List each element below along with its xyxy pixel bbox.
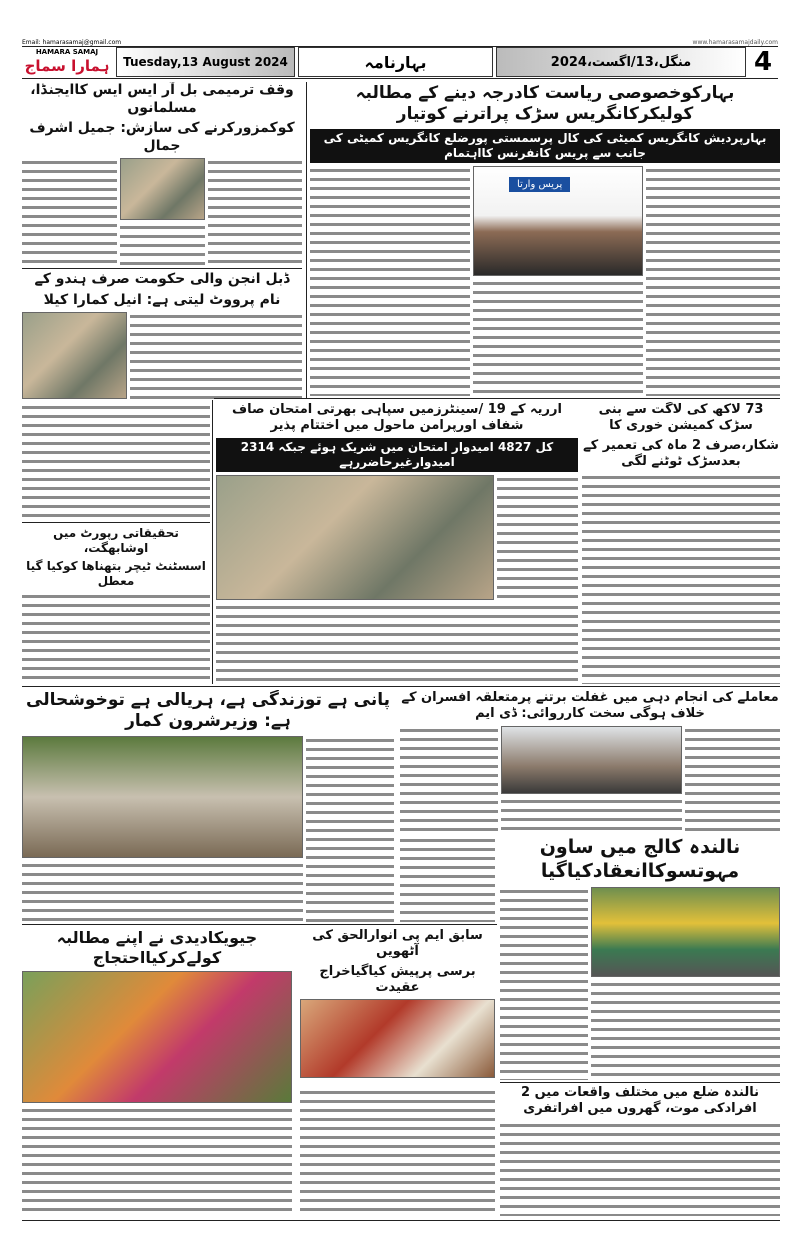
road-body	[582, 473, 780, 684]
paani-photo	[22, 736, 303, 858]
section-title: بہارنامہ	[298, 47, 493, 77]
araria-article	[216, 402, 578, 684]
jeevika-body	[22, 1106, 292, 1216]
website: www.hamarasamajdaily.com	[692, 39, 778, 46]
muamle-body-mid	[501, 797, 682, 833]
muamle-body-cont	[400, 836, 495, 922]
waqf-photo	[120, 158, 205, 220]
lead-body-right	[646, 166, 780, 397]
road-article	[582, 402, 780, 684]
tehqiqati-article	[22, 526, 210, 682]
tehqiqati-headline-2: اسسٹنٹ ٹیچر بتھناھا کوکیا گیا معطل	[26, 559, 206, 588]
waqf-body-right	[208, 158, 303, 266]
lead-headline: بہارکوخصوصی ریاست کادرجہ دینے کے مطالبہ کولیکرکانگریس سڑک پراترنے کوتیار	[355, 83, 735, 125]
nalanda-college-body-left	[500, 887, 588, 1081]
muamle-article	[400, 690, 780, 832]
anwarul-haq-article	[300, 928, 495, 1078]
date-english: Tuesday,13 August 2024	[116, 47, 295, 77]
waqf-headline-1: وقف ترمیمی بل آر ایس ایس کاایجنڈا، مسلمانوں	[30, 82, 294, 116]
nalanda-district-headline: نالندہ ضلع میں مختلف واقعات میں 2 افرادکی موت، گھروں میں افراتفری	[521, 1085, 759, 1117]
paani-headline: پانی ہے توزندگی ہے، ہریالی ہے توخوشحالی ہے: وزیرشرون کمار	[26, 690, 390, 732]
tehqiqati-headline-1: تحقیقاتی رپورٹ میں اوشابھگت،	[53, 526, 179, 555]
muamle-body-left	[400, 726, 498, 833]
lead-subhead: بہارپردیش کانگریس کمیٹی کی کال پرسمستی پورضلع کانگریس کمیٹی کی جانب سے پریس کانفرنس کااہتمام	[310, 129, 780, 163]
double-engine-article	[22, 271, 302, 399]
araria-subhead: کل 4827 امیدوار امتحان میں شریک ہوئے جبکہ 2314 امیدوارغیرحاضررہے	[216, 438, 578, 472]
nalanda-college-photo	[591, 887, 780, 977]
double-engine-photo	[22, 312, 127, 399]
lead-body-mid	[473, 279, 643, 397]
double-engine-body	[130, 312, 302, 399]
road-headline-1: 73 لاکھ کی لاگت سے بنی سڑک کمیشن خوری کا	[598, 402, 764, 434]
waqf-body-left	[22, 158, 117, 266]
waqf-headline-2: کوکمزورکرنے کی سازش: جمیل اشرف جمال	[29, 120, 295, 154]
araria-headline: ارریہ کے 19 /سینٹرزمیں سپاہی بھرتی امتحان صاف شفاف اورپرامن ماحول میں اختتام پذیر	[232, 402, 562, 434]
press-banner: پریس وارتا	[509, 177, 570, 192]
double-engine-body-2	[22, 403, 210, 519]
paani-body-right	[306, 736, 394, 923]
lead-photo	[473, 166, 643, 276]
date-urdu: منگل،13/اگست،2024	[496, 47, 746, 77]
waqf-article	[22, 82, 302, 266]
muamle-photo	[501, 726, 682, 794]
anwarul-haq-photo	[300, 999, 495, 1078]
double-engine-headline-1: ڈبل انجن والی حکومت صرف ہندو کے	[34, 271, 290, 287]
jeevika-headline: جیویکادیدی نے اپنے مطالبہ کولےکرکیااحتجاج	[56, 928, 258, 967]
road-headline-2: شکار،صرف 2 ماہ کی تعمیر کے بعدسڑک ٹوٹنے لگی	[583, 437, 779, 469]
nalanda-college-body	[591, 980, 780, 1081]
nalanda-district-article	[500, 1085, 780, 1216]
logo	[20, 48, 114, 78]
lead-body-left	[310, 166, 470, 397]
anwarul-haq-headline-1: سابق ایم پی انوارالحق کی آٹھویں	[312, 928, 483, 960]
page-number: 4	[753, 47, 773, 77]
waqf-body-mid	[120, 223, 205, 266]
jeevika-photo	[22, 971, 292, 1103]
araria-body	[216, 603, 578, 685]
double-engine-headline-2: نام پرووٹ لیتی ہے: انیل کمارا کیلا	[43, 291, 281, 308]
logo-english: HAMARA SAMAJ	[35, 48, 99, 56]
email: Email: hamarasamaj@gmail.com	[22, 39, 122, 46]
nalanda-district-body	[500, 1121, 780, 1217]
lead-article	[310, 83, 780, 396]
anwarul-haq-headline-2: برسی پرپیش کیاگیاخراج عقیدت	[319, 963, 476, 995]
araria-body-right	[497, 475, 578, 600]
paani-article	[22, 690, 394, 922]
muamle-headline: معاملے کی انجام دہی میں غفلت برتنے پرمتعلقہ افسران کے خلاف ہوگی سخت کارروائی: ڈی ایم	[401, 690, 779, 722]
logo-urdu: ہمارا سماج	[24, 57, 110, 75]
jeevika-article	[22, 928, 292, 1216]
muamle-body-right	[685, 726, 780, 833]
nalanda-college-headline: نالندہ کالج میں ساون مہوتسوکاانعقادکیاگیا	[539, 836, 741, 882]
tehqiqati-body	[22, 592, 210, 682]
anwarul-haq-body	[300, 1088, 495, 1214]
araria-photo	[216, 475, 494, 600]
paani-body	[22, 861, 303, 923]
nalanda-college-article	[500, 836, 780, 1080]
